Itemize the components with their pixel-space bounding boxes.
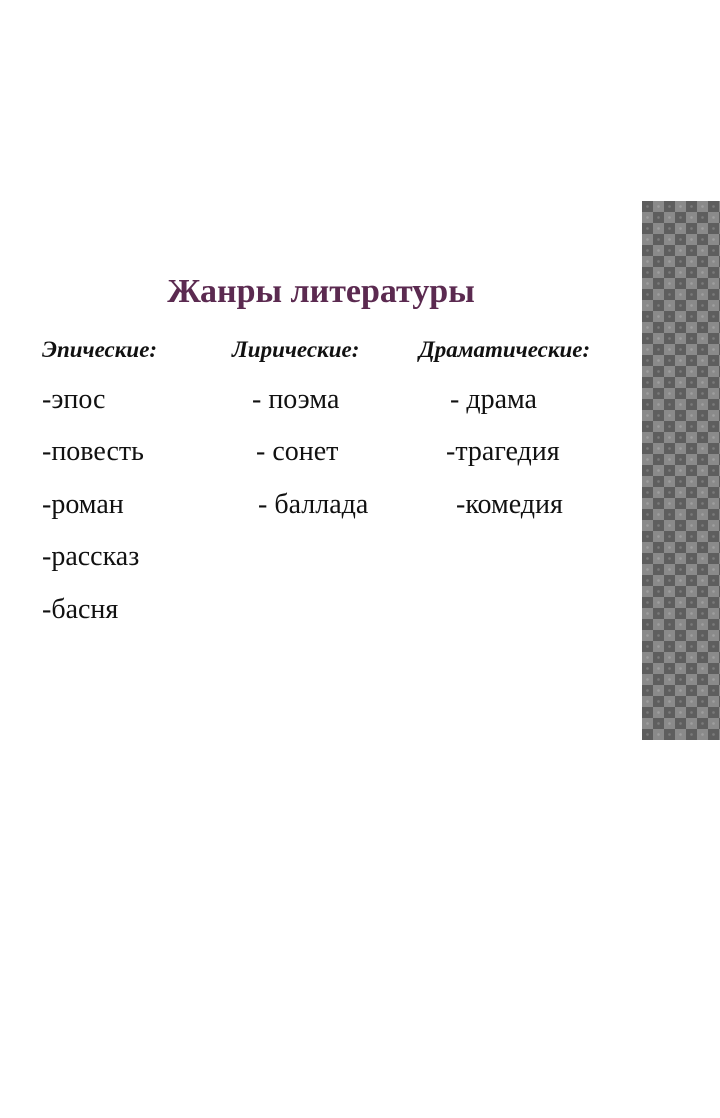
lyric-item-ballada: - баллада bbox=[258, 489, 369, 520]
lyric-item-sonet: - сонет bbox=[256, 436, 339, 467]
lyric-item-poema: - поэма bbox=[252, 384, 340, 415]
epic-heading: Эпические: bbox=[42, 337, 158, 362]
drama-item-tragediya: -трагедия bbox=[446, 436, 560, 467]
epic-item-epos: -эпос bbox=[42, 384, 106, 415]
drama-item-drama: - драма bbox=[450, 384, 537, 415]
epic-item-roman: -роман bbox=[42, 489, 124, 520]
drama-heading: Драматические: bbox=[419, 337, 591, 362]
epic-item-povest: -повесть bbox=[42, 436, 144, 467]
drama-item-komediya: -комедия bbox=[456, 489, 563, 520]
decorative-pattern-strip bbox=[642, 201, 720, 740]
epic-item-rasskaz: -рассказ bbox=[42, 541, 140, 572]
slide-title: Жанры литературы bbox=[167, 273, 475, 310]
epic-item-basnya: -басня bbox=[42, 594, 119, 625]
lyric-heading: Лирические: bbox=[232, 337, 360, 362]
